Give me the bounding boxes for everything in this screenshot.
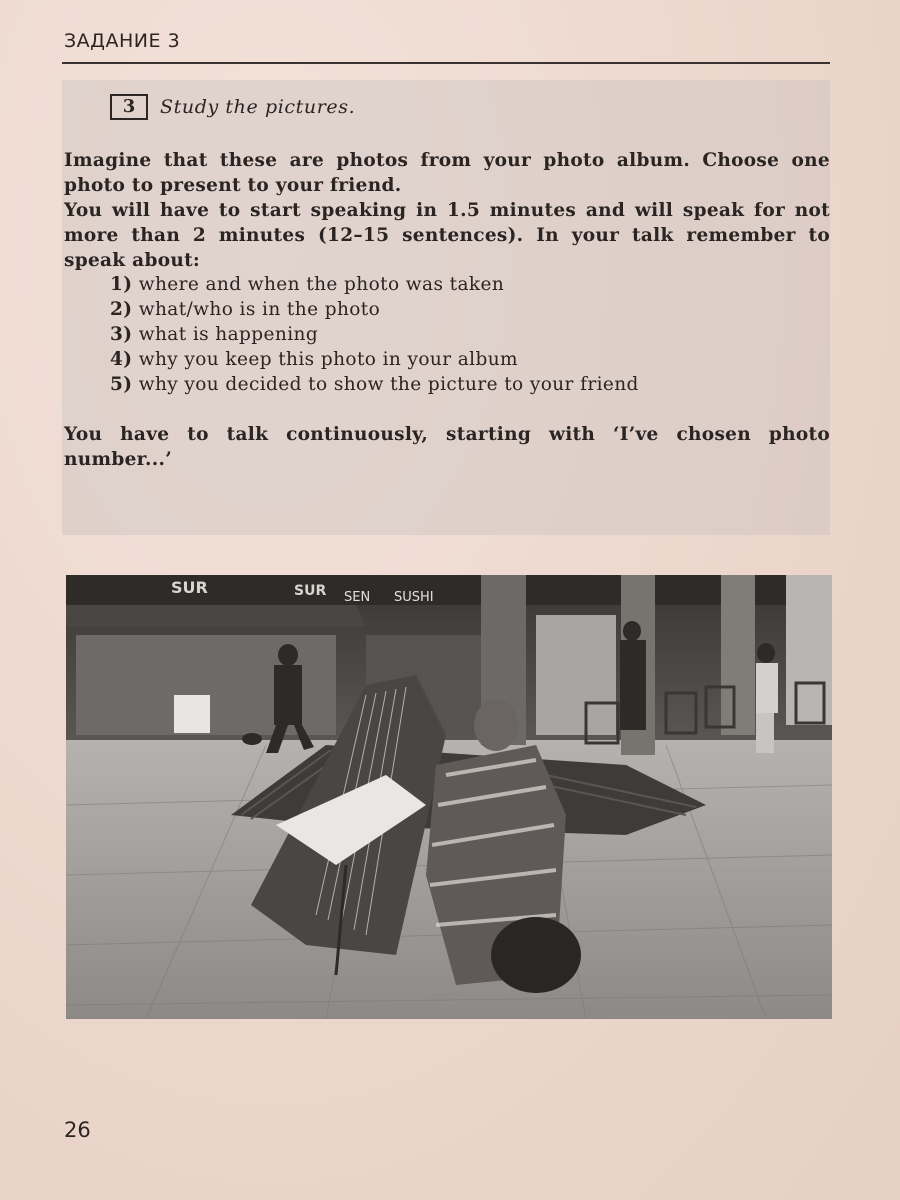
- task-paragraph-2: You will have to start speaking in 1.5 minutes and will speak for not more than 2 minutes (12–15 sentences). In your talk remember to speak about:: [64, 200, 830, 271]
- street-harpist-photo: [66, 575, 832, 1019]
- talk-points-list: [110, 272, 639, 397]
- page-number: 26: [64, 1118, 91, 1142]
- list-item: 4) why you keep this photo in your album: [110, 349, 518, 370]
- task-heading: [110, 94, 355, 120]
- shop-sign: SUR: [171, 578, 208, 597]
- shop-sign: SUR: [294, 583, 327, 599]
- header-divider: [62, 62, 830, 64]
- list-item: 5) why you decided to show the picture to your friend: [110, 374, 639, 395]
- shop-sign: SEN: [344, 590, 371, 605]
- list-item: 2) what/who is in the photo: [110, 299, 381, 320]
- task-paragraph-1: Imagine that these are photos from your photo album. Choose one photo to present to your friend.: [64, 150, 830, 196]
- list-item: 1) where and when the photo was taken: [110, 274, 505, 295]
- page-header: ЗАДАНИЕ 3: [64, 30, 181, 52]
- shop-sign: SUSHI: [394, 590, 434, 605]
- task-paragraph-3: You have to talk continuously, starting with ‘I’ve chosen photo number...’: [64, 424, 830, 470]
- list-item: 3) what is happening: [110, 324, 319, 345]
- task-number-badge: 3: [110, 94, 148, 120]
- task-instruction: Study the pictures.: [160, 96, 356, 118]
